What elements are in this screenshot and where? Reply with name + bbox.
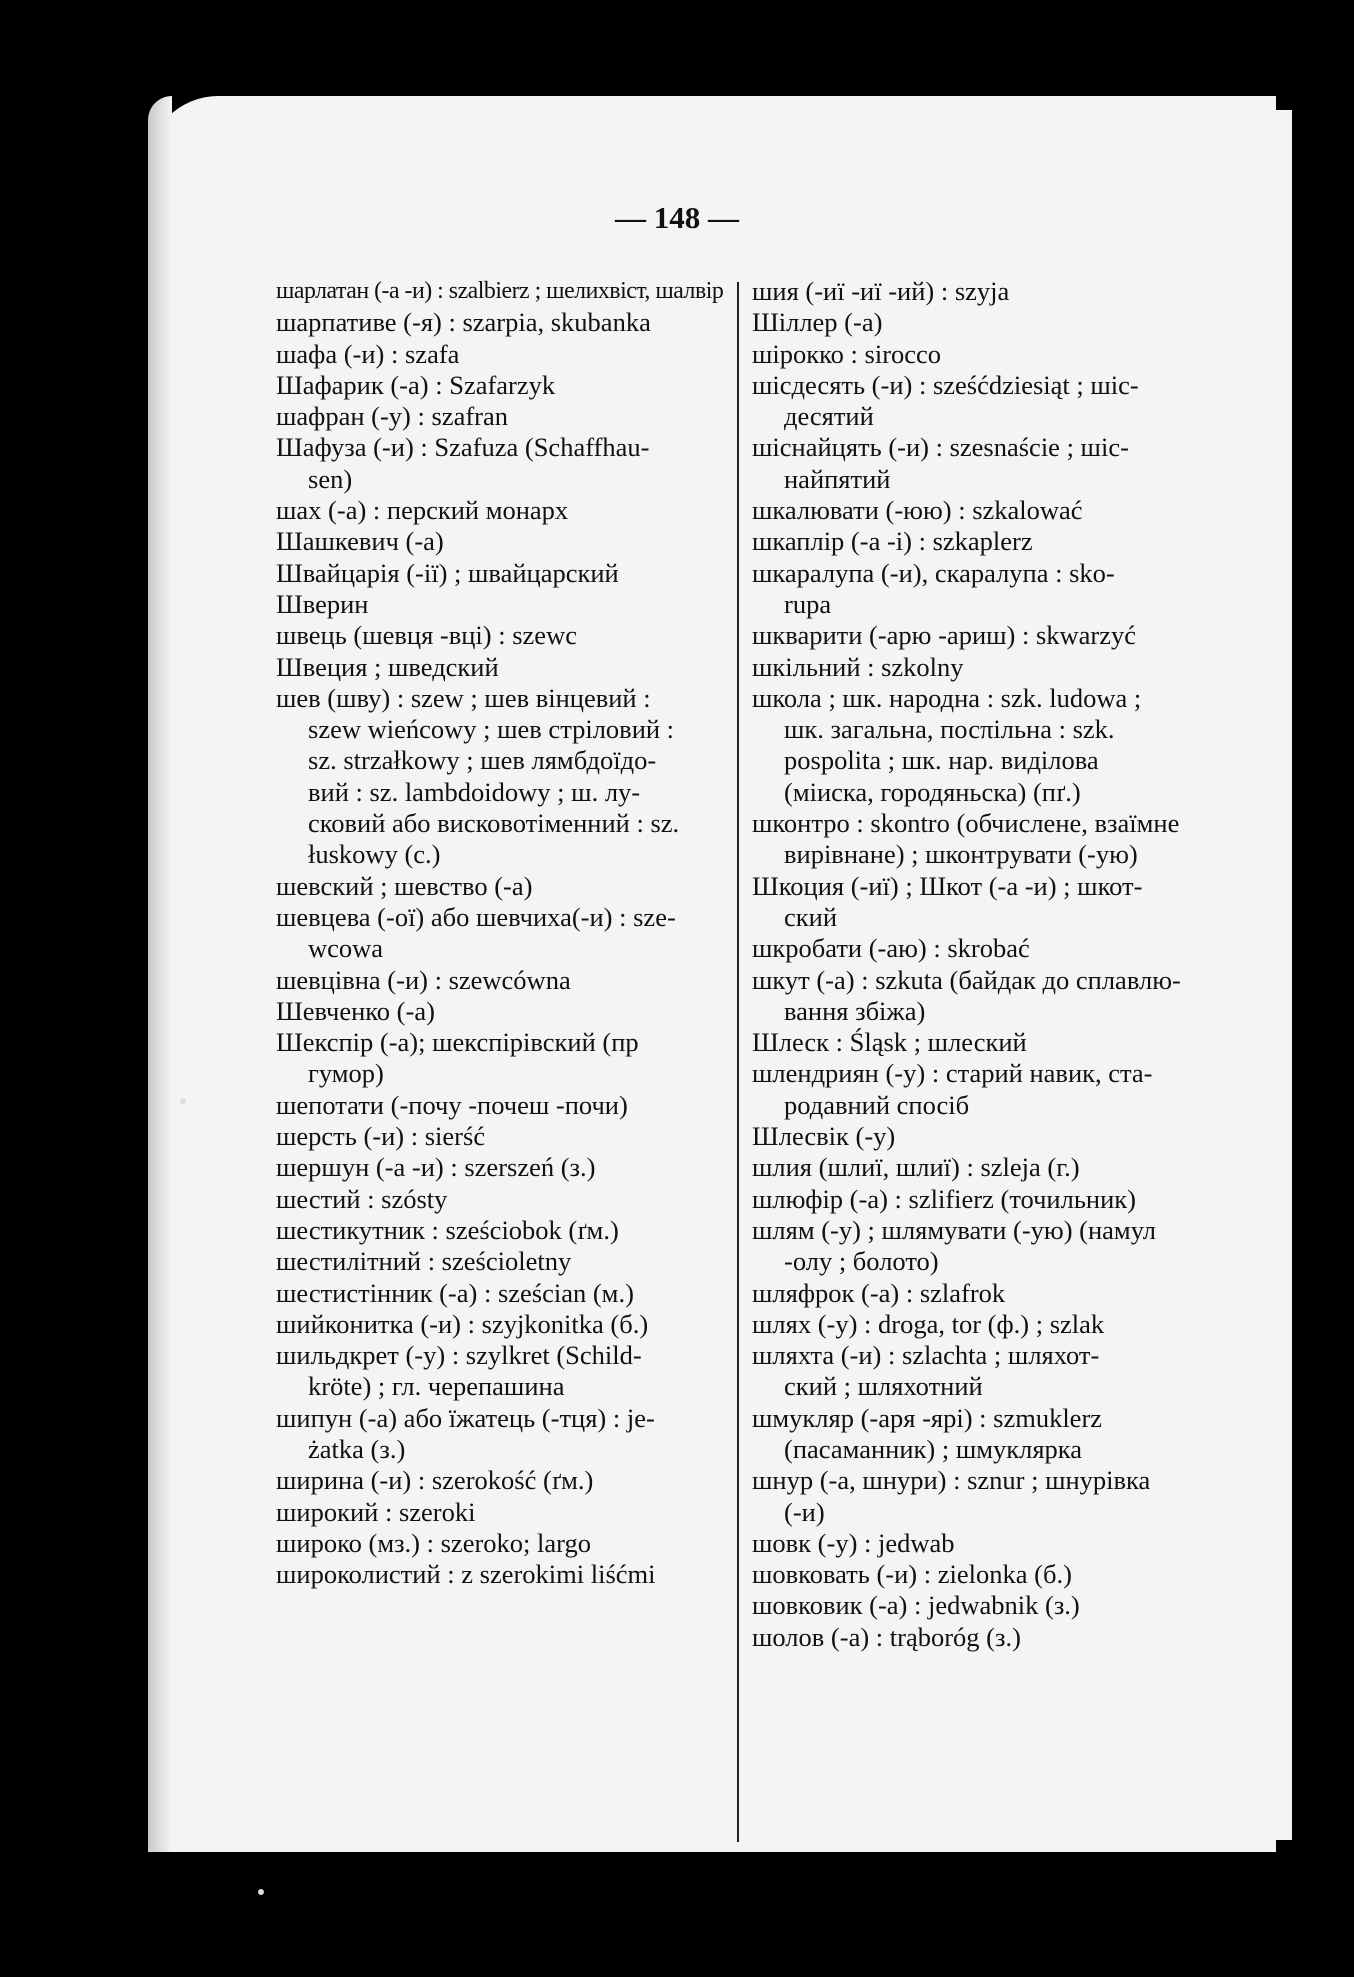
dictionary-line: широко (мз.) : szeroko; largo (276, 1527, 591, 1558)
dictionary-line: шовковать (-и) : zielonka (б.) (752, 1559, 1072, 1590)
scan-speck (180, 1098, 186, 1104)
dictionary-line: шестилітний : sześcioletny (276, 1246, 572, 1277)
dictionary-line: Шкоция (-иї) ; Шкот (-а -и) ; шкот- (752, 870, 1143, 901)
dictionary-line: Шашкевич (-а) (276, 526, 444, 557)
dictionary-line: шарпативе (-я) : szarpia, skubanka (276, 307, 651, 338)
dictionary-line: kröte) ; гл. черепашина (308, 1371, 565, 1402)
dictionary-line: школа ; шк. народна : szk. ludowa ; (752, 682, 1142, 713)
dictionary-line: шестий : szósty (276, 1183, 448, 1214)
dictionary-line: Шекспір (-а); шекспірівский (пр (276, 1027, 639, 1058)
dictionary-line: шкільний : szkolny (752, 651, 964, 682)
dictionary-line: шевцівна (-и) : szewcówna (276, 964, 571, 995)
dictionary-line: шипун (-а) або їжатець (-тця) : je- (276, 1402, 655, 1433)
dictionary-line: ширина (-и) : szerokość (ґм.) (276, 1465, 594, 1496)
dictionary-line: гумор) (308, 1058, 384, 1089)
dictionary-line: Шлеск : Śląsk ; шлеский (752, 1027, 1027, 1058)
dictionary-line: шолов (-а) : trąboróg (з.) (752, 1621, 1021, 1652)
dictionary-line: найпятий (784, 463, 891, 494)
dictionary-line: шкварити (-арю -ариш) : skwarzyć (752, 620, 1137, 651)
dictionary-line: шестикутник : sześciobok (ґм.) (276, 1214, 619, 1245)
dictionary-line: вання збіжа) (784, 995, 926, 1026)
dictionary-line: шкут (-а) : szkuta (байдак до сплавлю- (752, 964, 1181, 995)
dictionary-line: шлях (-у) : droga, tor (ф.) ; szlak (752, 1308, 1105, 1339)
dictionary-line: -олу ; болото) (784, 1246, 939, 1277)
dictionary-line: шісдесять (-и) : sześćdziesiąt ; шіс- (752, 369, 1139, 400)
dictionary-line: łuskowy (c.) (308, 839, 441, 870)
dictionary-line: шнур (-а, шнури) : sznur ; шнурівка (752, 1465, 1151, 1496)
dictionary-line: шлюфір (-а) : szlifierz (точильник) (752, 1183, 1136, 1214)
column-divider (737, 282, 739, 1842)
dictionary-line: шк. загальна, посπільна : szk. (784, 714, 1115, 745)
dictionary-line: шірокко : sirocco (752, 338, 942, 369)
dictionary-line: Шлесвік (-у) (752, 1121, 896, 1152)
page-number: — 148 — (615, 200, 739, 235)
dictionary-line: шевцева (-ої) або шевчиха(-и) : sze- (276, 901, 676, 932)
dictionary-line: шафа (-и) : szafa (276, 338, 460, 369)
dictionary-line: шлям (-у) ; шлямувати (-ую) (намул (752, 1214, 1157, 1245)
page-edge (1276, 110, 1292, 1840)
dictionary-line: wcowa (308, 933, 384, 964)
dictionary-line: шкаралупа (-и), скаралупа : sko- (752, 557, 1115, 588)
dictionary-line: шев (шву) : szew ; шев вінцевий : (276, 682, 651, 713)
dictionary-line: (пасаманник) ; шмуклярка (784, 1433, 1083, 1464)
dictionary-line: (міиска, городяньска) (пґ.) (784, 776, 1081, 807)
dictionary-line: шмукляр (-аря -ярі) : szmuklerz (752, 1402, 1103, 1433)
dictionary-line: шийконитка (-и) : szyjkonitka (б.) (276, 1308, 649, 1339)
dictionary-line: шовковик (-а) : jedwabnik (з.) (752, 1590, 1080, 1621)
dictionary-line: Шафуза (-и) : Szafuza (Schaffhau- (276, 432, 650, 463)
dictionary-line: шлендриян (-у) : старий навик, ста- (752, 1058, 1153, 1089)
dictionary-line: шевский ; шевство (-а) (276, 870, 533, 901)
dictionary-line: rupa (784, 588, 832, 619)
dictionary-line: шильдкрет (-у) : szylkret (Schild- (276, 1340, 642, 1371)
dictionary-line: шконтро : skontro (обчислене, взаїмне (752, 808, 1180, 839)
dictionary-line: шерсть (-и) : sierść (276, 1121, 486, 1152)
dictionary-line: шкробати (-аю) : skrobać (752, 933, 1030, 964)
dictionary-line: шах (-а) : перский монарх (276, 495, 569, 526)
right-column (752, 276, 1212, 1653)
dictionary-line: сковий або висковотіменний : sz. (308, 808, 680, 839)
scan-speck (258, 1889, 264, 1895)
dictionary-line: ский ; шляхотний (784, 1371, 983, 1402)
dictionary-line: вирівнане) ; шконтрувати (-ую) (784, 839, 1138, 870)
dictionary-line: Шевченко (-а) (276, 995, 435, 1026)
dictionary-line: шовк (-у) : jedwab (752, 1527, 955, 1558)
dictionary-line: pospolita ; шк. нар. виділова (784, 745, 1099, 776)
dictionary-line: шафран (-у) : szafran (276, 401, 508, 432)
dictionary-line: шіснайцять (-и) : szesnaście ; шіс- (752, 432, 1129, 463)
left-column (276, 276, 726, 1590)
dictionary-line: żatka (з.) (308, 1433, 406, 1464)
dictionary-line: шкаплір (-а -і) : szkaplerz (752, 526, 1033, 557)
dictionary-line: шестистінник (-а) : sześcian (м.) (276, 1277, 634, 1308)
dictionary-line: sen) (308, 463, 353, 494)
dictionary-line: шия (-иї -иї -ий) : szyja (752, 276, 1010, 306)
dictionary-line: шлия (шлиї, шлиї) : szleja (г.) (752, 1152, 1080, 1183)
dictionary-line: Швеция ; шведский (276, 651, 499, 682)
dictionary-line: шепотати (-почу -почеш -почи) (276, 1089, 628, 1120)
dictionary-line: шляфрок (-а) : szlafrok (752, 1277, 1006, 1308)
dictionary-line: Швайцарія (-ії) ; швайцарский (276, 557, 619, 588)
dictionary-line: вий : sz. lambdoidowy ; ш. лу- (308, 776, 641, 807)
dictionary-line: десятий (784, 401, 874, 432)
dictionary-line: широкий : szeroki (276, 1496, 476, 1527)
dictionary-line: шарлатан (-а -и) : szalbierz ; шелихвіст, шалвір (276, 278, 724, 304)
dictionary-line: Шверин (276, 588, 369, 619)
dictionary-line: швець (шевця -вці) : szewc (276, 620, 577, 651)
dictionary-line: шкалювати (-юю) : szkalować (752, 495, 1083, 526)
dictionary-line: Шафарик (-а) : Szafarzyk (276, 369, 556, 400)
dictionary-line: Шіллер (-а) (752, 307, 883, 338)
page-fold-shadow (148, 96, 172, 1852)
dictionary-line: родавний спосіб (784, 1089, 970, 1120)
dictionary-line: sz. strzałkowy ; шев лямбдоїдо- (308, 745, 657, 776)
dictionary-line: шершун (-а -и) : szerszeń (з.) (276, 1152, 596, 1183)
dictionary-line: ский (784, 901, 837, 932)
dictionary-line: (-и) (784, 1496, 825, 1527)
dictionary-line: широколистий : z szerokimi liśćmi (276, 1559, 656, 1590)
dictionary-line: шляхта (-и) : szlachta ; шляхот- (752, 1340, 1100, 1371)
dictionary-line: szew wieńcowy ; шев стріловий : (308, 714, 675, 745)
